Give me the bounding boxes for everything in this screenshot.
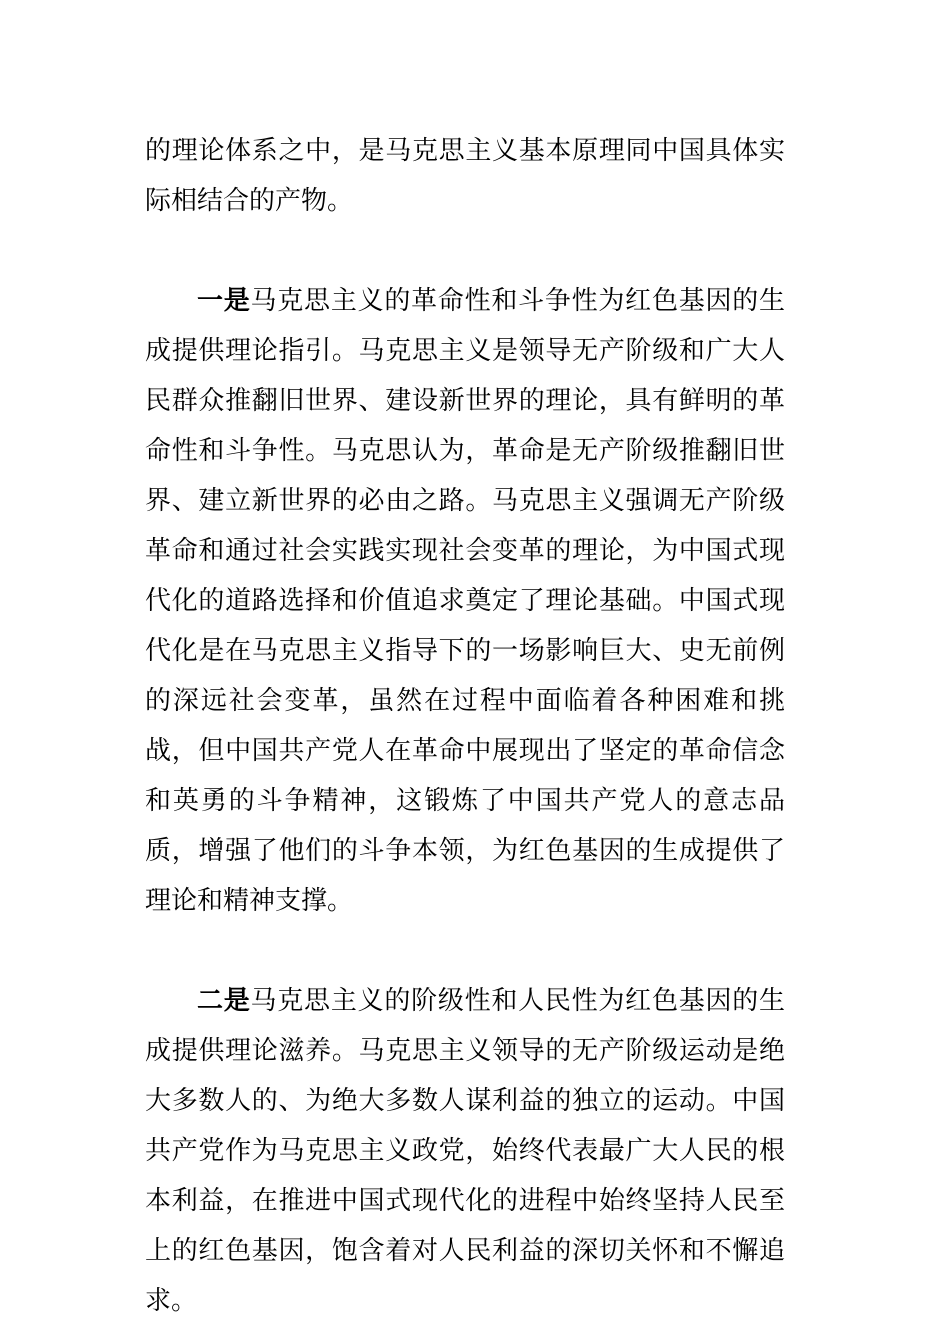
document-body — [145, 126, 785, 1326]
paragraph-point-one — [145, 276, 785, 926]
paragraph-text: 马克思主义的阶级性和人民性为红色基因的生成提供理论滋养。马克思主义领导的无产阶级运动是绝大多数人的、为绝大多数人谋利益的独立的运动。中国共产党作为马克思主义政党，始终代表最广大人民的根本利益，在推进中国式现代化的进程中始终坚持人民至上的红色基因，饱含着对人民利益的深切关怀和不懈追求。 — [145, 986, 785, 1316]
paragraph-lead: 一是 — [197, 286, 251, 316]
paragraph-lead: 二是 — [197, 986, 251, 1016]
paragraph-continuation — [145, 126, 785, 226]
paragraph-point-two — [145, 976, 785, 1326]
paragraph-text: 马克思主义的革命性和斗争性为红色基因的生成提供理论指引。马克思主义是领导无产阶级和广大人民群众推翻旧世界、建设新世界的理论，具有鲜明的革命性和斗争性。马克思认为，革命是无产阶级推翻旧世界、建立新世界的必由之路。马克思主义强调无产阶级革命和通过社会实践实现社会变革的理论，为中国式现代化的道路选择和价值追求奠定了理论基础。中国式现代化是在马克思主义指导下的一场影响巨大、史无前例的深远社会变革，虽然在过程中面临着各种困难和挑战，但中国共产党人在革命中展现出了坚定的革命信念和英勇的斗争精神，这锻炼了中国共产党人的意志品质，增强了他们的斗争本领，为红色基因的生成提供了理论和精神支撑。 — [145, 286, 785, 916]
paragraph-text: 的理论体系之中，是马克思主义基本原理同中国具体实际相结合的产物。 — [145, 136, 785, 216]
